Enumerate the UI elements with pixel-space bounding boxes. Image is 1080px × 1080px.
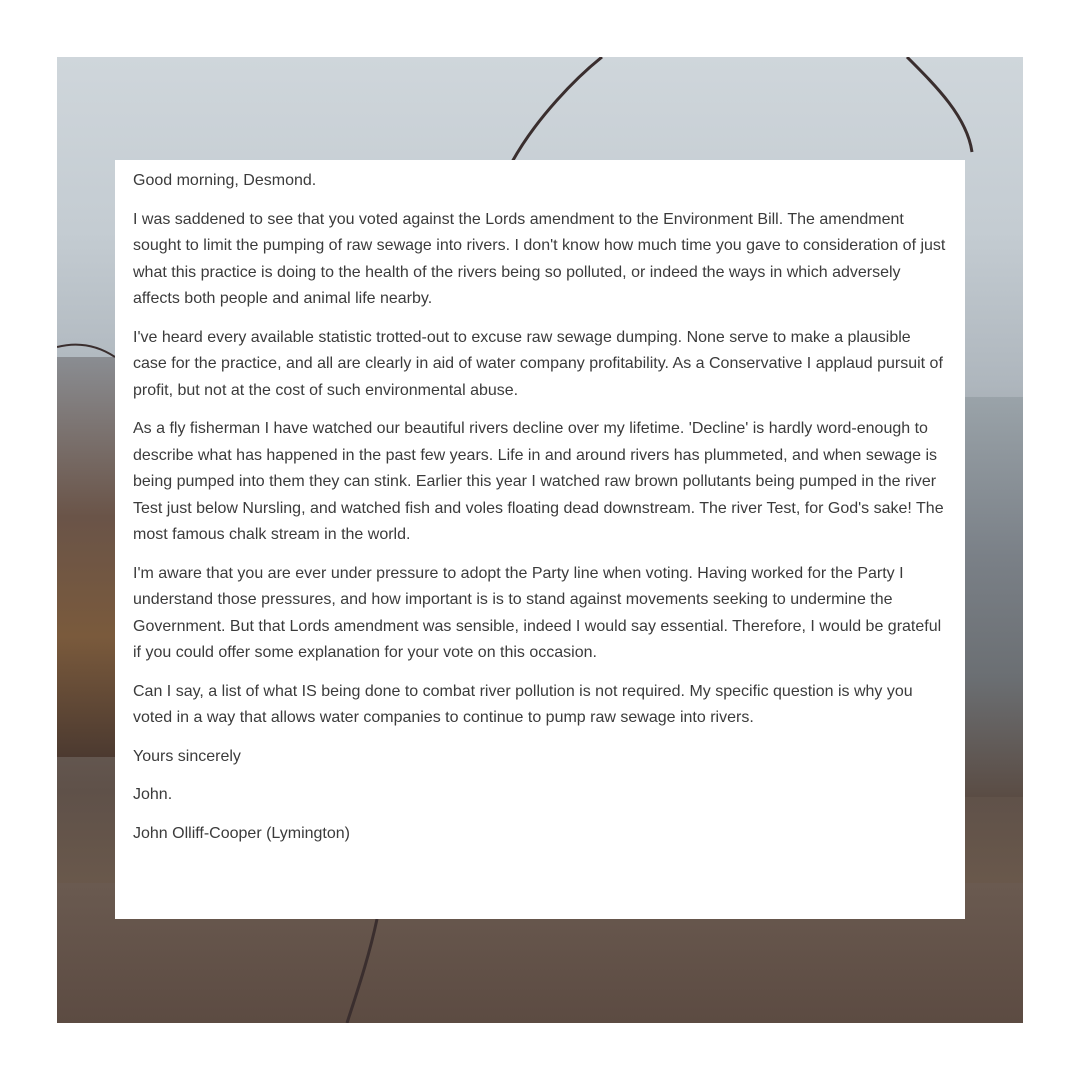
letter-greeting: Good morning, Desmond.: [133, 172, 317, 189]
letter-signoff: John.: [133, 786, 173, 803]
letter-paragraph: I was saddened to see that you voted against the Lords amendment to the Environment Bill. The amendment sought to limit the pumping of raw sewage into rivers. I don't know how much time you gave to consideration of just what this practice is doing to the health of the rivers being so polluted, or indeed the ways in which adversely affects both people and animal life nearby.: [133, 210, 946, 307]
letter-paragraph: I'm aware that you are ever under pressure to adopt the Party line when voting. Having worked for the Party I understand those pressures, and how important is is to stand against movements seeking to undermine the Government. But that Lords amendment was sensible, indeed I would say essential. Therefore, I would be grateful if you could offer some explanation for your vote on this occasion.: [133, 564, 942, 661]
letter-paragraph: As a fly fisherman I have watched our beautiful rivers decline over my lifetime. 'Decline' is hardly word-enough to describe what has happened in the past few years. Life in and around rivers has plummeted, and when sewage is being pumped into them they can stink. Earlier this year I watched raw brown pollutants being pumped in the river Test just below Nursling, and watched fish and voles floating dead downstream. The river Test, for God's sake! The most famous chalk stream in the world.: [133, 420, 944, 543]
letter-closing: Yours sincerely: [133, 747, 241, 765]
letter-paragraph: I've heard every available statistic trotted-out to excuse raw sewage dumping. None serve to make a plausible case for the practice, and all are clearly in aid of water company profitability. As a Conservative I applaud pursuit of profit, but not at the cost of such environmental abuse.: [133, 328, 943, 399]
letter-signature: John Olliff-Cooper (Lymington): [133, 824, 350, 842]
letter-card: [115, 160, 965, 919]
letter-paragraph: Can I say, a list of what IS being done to combat river pollution is not required. My specific question is why you voted in a way that allows water companies to continue to pump raw sewage into rivers.: [133, 682, 913, 726]
